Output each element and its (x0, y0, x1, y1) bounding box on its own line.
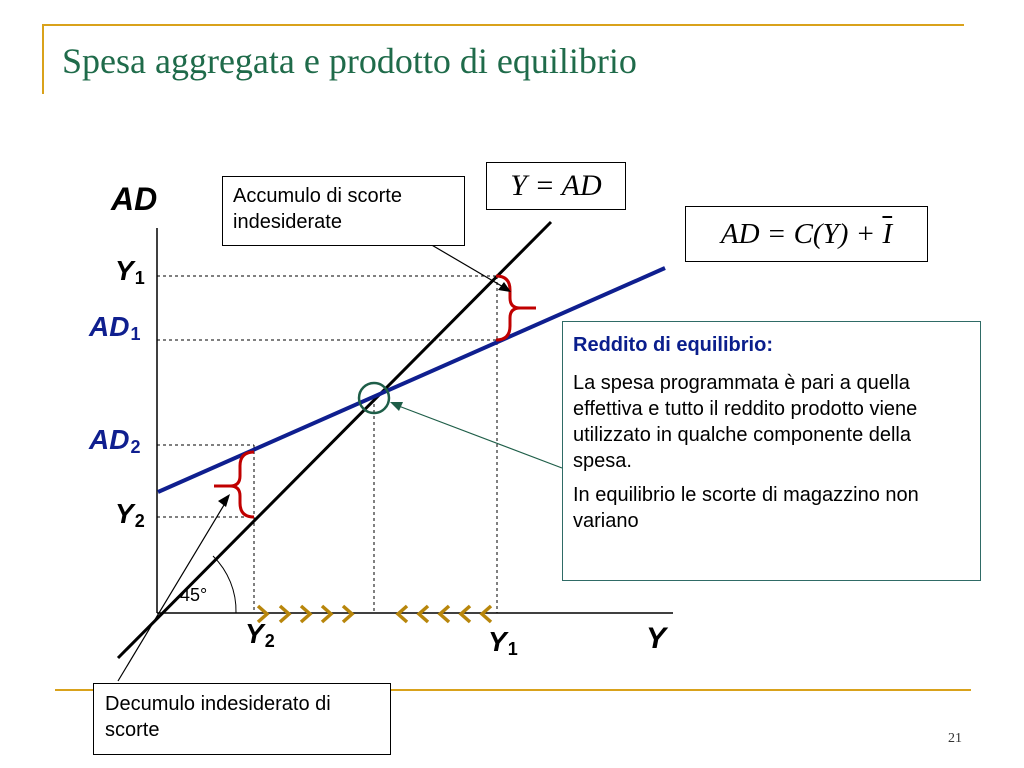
chevrons-leftward (398, 606, 491, 622)
formula-ad-function-text: AD = C(Y) + (720, 217, 883, 250)
x-axis-label: Y (646, 622, 667, 655)
formula-investment-symbol: $\overline{I}$ (882, 217, 893, 250)
equilibrium-callout-paragraph-2: In equilibrio le scorte di magazzino non variano (573, 484, 919, 532)
formula-y-equals-ad: Y = AD (486, 162, 626, 210)
angle-arc (213, 556, 236, 613)
label-y1: $Y_1$ (115, 255, 145, 288)
brace-upper (496, 276, 520, 340)
angle-label: 45° (180, 585, 208, 605)
page-number: 21 (948, 731, 962, 746)
equilibrium-callout-title: Reddito di equilibrio: (573, 334, 773, 356)
callout-unwanted-decumulation: Decumulo indesiderato di scorte (93, 683, 391, 755)
label-ad2: $AD_2$ (89, 424, 141, 457)
brace-lower (230, 452, 254, 517)
label-y2: $Y_2$ (115, 498, 145, 531)
pointer-accumulation (430, 244, 505, 288)
slide-title: Spesa aggregata e prodotto di equilibrio (62, 41, 637, 81)
x-label-y2: $Y_2$ (245, 618, 275, 651)
pointer-decumulation-head (218, 494, 230, 507)
y-axis-label: AD (111, 181, 158, 217)
formula-ad-function (685, 206, 928, 262)
callout-equilibrium (562, 321, 981, 581)
x-label-y1: $Y_1$ (488, 626, 518, 659)
equilibrium-callout-paragraph-1: La spesa programmata è pari a quella effettiva e tutto il reddito prodotto viene utilizzato in qualche componente della spesa. (573, 372, 918, 472)
callout-unwanted-accumulation: Accumulo di scorte indesiderate (222, 176, 465, 246)
pointer-equilibrium (396, 405, 562, 468)
label-ad1: $AD_1$ (89, 311, 141, 344)
